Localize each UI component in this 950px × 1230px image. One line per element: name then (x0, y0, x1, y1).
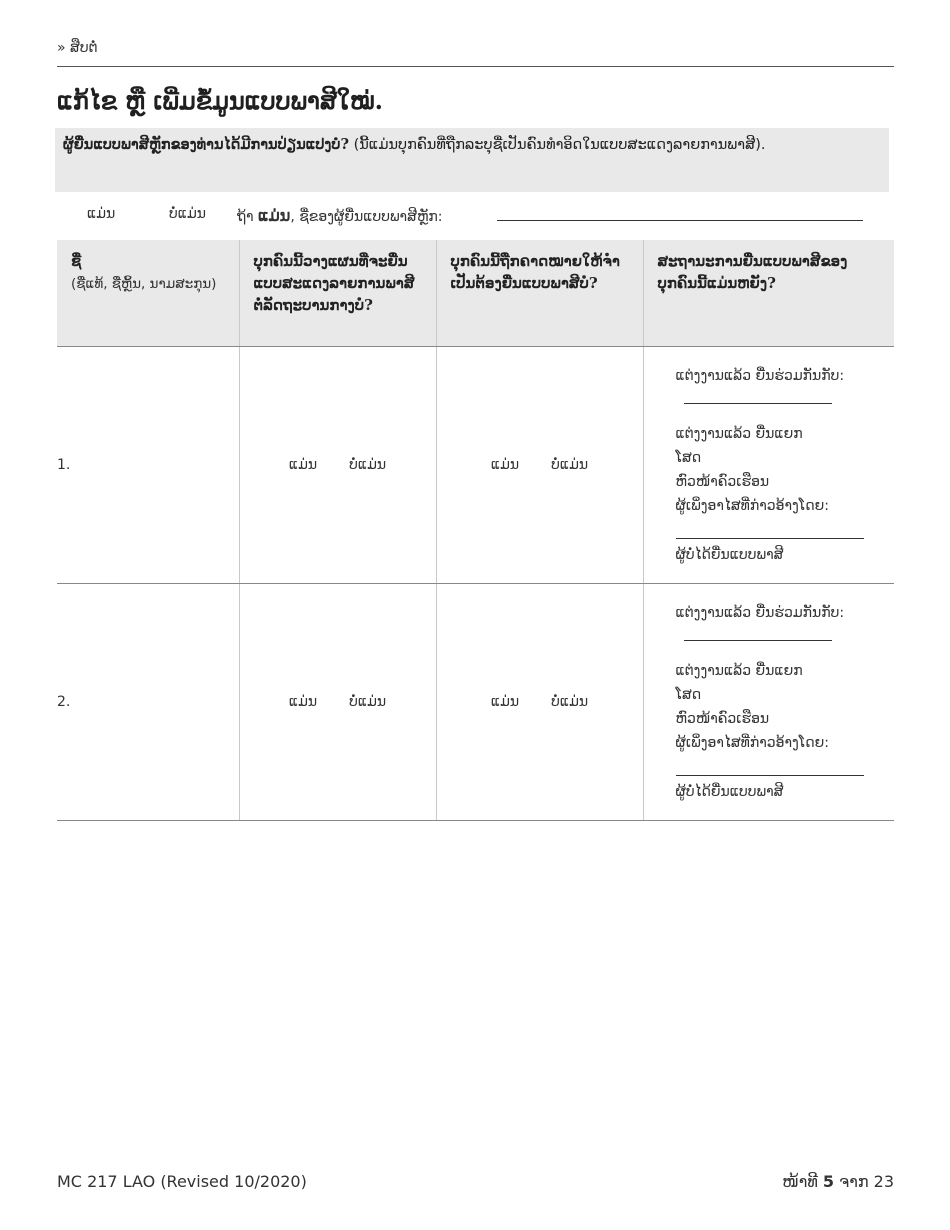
primary-filer-name-field[interactable] (497, 220, 863, 221)
row-number: 2. (57, 584, 239, 821)
claimed-by-field[interactable] (676, 518, 864, 539)
status-not-filing[interactable]: ຜູ້ບໍ່ໄດ້ຍື່ນແບບພາສີ (675, 783, 784, 800)
yes-option[interactable]: ແມ່ນ (490, 694, 520, 710)
primary-filer-answer-row (57, 200, 894, 230)
question-text: ຜູ້ຍື່ນແບບພາສີຫຼັກຂອງທ່ານໄດ້ມີການປ່ຽນແປງບໍ? (63, 136, 349, 153)
page-label: ໜ້າທີ (782, 1172, 818, 1191)
header-plans-to-file: ບຸກຄົນນີ້ວາງແຜນທີ່ຈະຍື່ນແບບສະແດງລາຍການພາສີຕໍ່ລັດຖະບານກາງບໍ? (239, 240, 436, 347)
no-option[interactable]: ບໍ່ແມ່ນ (349, 457, 387, 473)
table-header-row (57, 240, 894, 347)
question-note: (ນີ້ແມ່ນບຸກຄົນທີ່ຖືກລະບຸຊື່ເປັນຄົນທໍາອິດໃນແບບສະແດງລາຍການພາສີ). (353, 137, 766, 153)
plans-to-file-options (239, 347, 436, 584)
if-yes-bold: ແມ່ນ (258, 206, 291, 225)
status-married-joint[interactable] (676, 601, 875, 649)
yes-option[interactable]: ແມ່ນ (288, 694, 318, 710)
status-head-of-household[interactable]: ຫົວໜ້າຄົວເຮືອນ (675, 473, 770, 490)
row-number: 1. (57, 347, 239, 584)
required-to-file-options (436, 584, 643, 821)
household-tax-table (57, 240, 894, 821)
primary-filer-question (55, 128, 889, 192)
status-head-of-household[interactable]: ຫົວໜ້າຄົວເຮືອນ (675, 710, 770, 727)
primary-filer-yes-option[interactable]: ແມ່ນ (87, 206, 116, 222)
primary-filer-no-option[interactable]: ບໍ່ແມ່ນ (169, 206, 206, 222)
top-divider (57, 66, 894, 67)
status-dependent[interactable]: ຜູ້ເພິ່ງອາໄສທີ່ກ່າວອ້າງໂດຍ: (675, 734, 829, 751)
yes-option[interactable]: ແມ່ນ (288, 457, 318, 473)
claimed-by-field[interactable] (676, 755, 864, 776)
status-single[interactable]: ໂສດ (675, 686, 702, 703)
status-married-joint[interactable] (676, 364, 875, 412)
status-dependent[interactable]: ຜູ້ເພິ່ງອາໄສທີ່ກ່າວອ້າງໂດຍ: (675, 497, 829, 514)
form-id: MC 217 LAO (Revised 10/2020) (57, 1172, 307, 1191)
of-label: ຈາກ (839, 1172, 869, 1191)
if-suffix: , ຊື່ຂອງຜູ້ຍື່ນແບບພາສີຫຼັກ: (290, 209, 443, 225)
if-yes-label (237, 206, 443, 225)
plans-to-file-options (239, 584, 436, 821)
status-not-filing[interactable]: ຜູ້ບໍ່ໄດ້ຍື່ນແບບພາສີ (675, 546, 784, 563)
required-to-file-options (436, 347, 643, 584)
table-row (57, 584, 894, 821)
no-option[interactable]: ບໍ່ແມ່ນ (551, 457, 589, 473)
joint-spouse-field[interactable] (684, 389, 832, 404)
joint-spouse-field[interactable] (684, 626, 832, 641)
status-married-separate[interactable]: ແຕ່ງງານແລ້ວ ຍື່ນແຍກ (675, 425, 803, 442)
page-title: ແກ້ໄຂ ຫຼື ເພີ່ມຂໍ້ມູນແບບພາສີໃໝ່. (57, 86, 384, 115)
filing-status-options (643, 347, 894, 584)
page-indicator (782, 1172, 894, 1191)
header-name (57, 240, 239, 347)
status-married-joint-label: ແຕ່ງງານແລ້ວ ຍື່ນຮ່ວມກັນກັບ: (675, 367, 845, 384)
if-prefix: ຖ້າ (237, 209, 254, 225)
no-option[interactable]: ບໍ່ແມ່ນ (551, 694, 589, 710)
continued-label: » ສືບຕໍ່ (57, 40, 98, 56)
filing-status-options (643, 584, 894, 821)
no-option[interactable]: ບໍ່ແມ່ນ (349, 694, 387, 710)
table-row (57, 347, 894, 584)
header-name-sub: (ຊື່ແທ້, ຊື່ຫຼິ້ນ, ນາມສະກຸນ) (71, 276, 217, 292)
header-name-title: ຊື່ (71, 252, 82, 270)
total-pages: 23 (873, 1172, 894, 1191)
page-number: 5 (822, 1172, 835, 1191)
status-married-separate[interactable]: ແຕ່ງງານແລ້ວ ຍື່ນແຍກ (675, 662, 803, 679)
status-married-joint-label: ແຕ່ງງານແລ້ວ ຍື່ນຮ່ວມກັນກັບ: (675, 604, 845, 621)
yes-option[interactable]: ແມ່ນ (490, 457, 520, 473)
status-single[interactable]: ໂສດ (675, 449, 702, 466)
header-required-to-file: ບຸກຄົນນີ້ຖືກຄາດໝາຍໃຫ້ຈໍາເປັນຕ້ອງຍື່ນແບບພາສີບໍ? (436, 240, 643, 347)
header-filing-status: ສະຖານະການຍື່ນແບບພາສີຂອງບຸກຄົນນີ້ແມ່ນຫຍັງ? (643, 240, 894, 347)
